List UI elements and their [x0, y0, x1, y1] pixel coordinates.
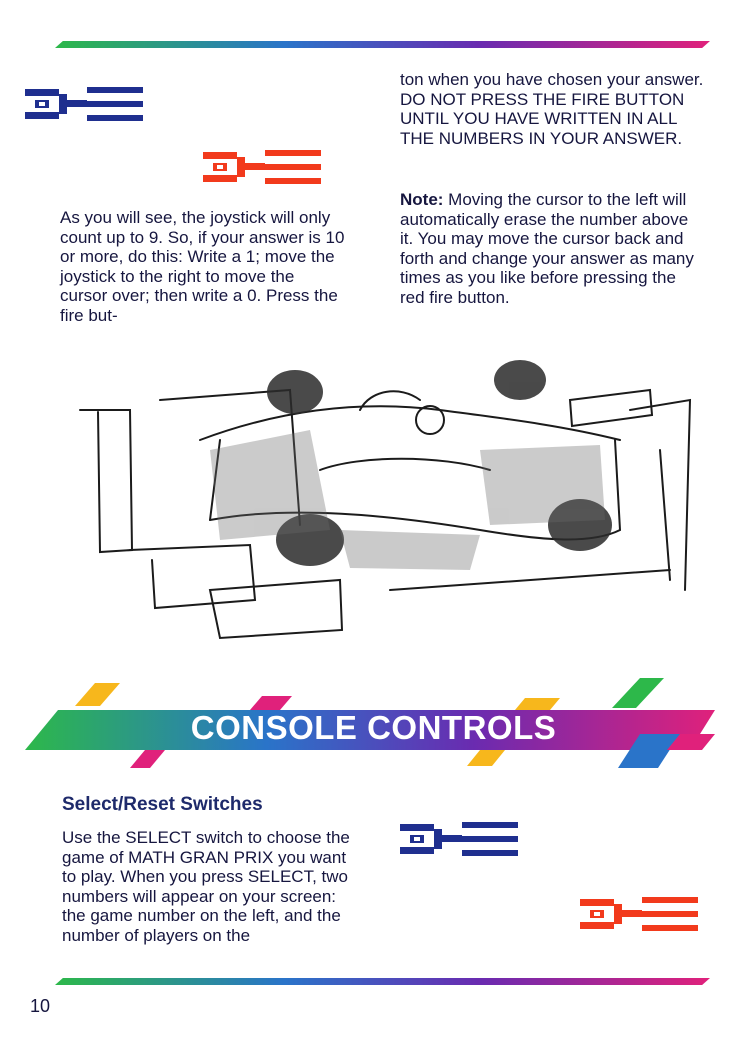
race-car-sketch-illustration [60, 330, 700, 670]
race-car-sprite-red-icon [203, 148, 321, 186]
race-car-sprite-red-icon [580, 895, 698, 933]
race-car-sprite-blue-icon [25, 85, 143, 123]
note-paragraph [400, 190, 705, 307]
bottom-divider [55, 978, 710, 985]
select-switch-paragraph: Use the SELECT switch to choose the game of MATH GRAN PRIX you want to play. When you press SELECT, two numbers will appear on your screen: the game number on the left, and the number of players on the [62, 828, 350, 945]
section-heading: Select/Reset Switches [62, 794, 263, 815]
fire-button-warning-paragraph: ton when you have chosen your answer. DO NOT PRESS THE FIRE BUTTON UNTIL YOU HAVE WRITTEN IN ALL THE NUMBERS IN YOUR ANSWER. [400, 70, 704, 148]
top-divider [55, 41, 710, 48]
race-car-sprite-blue-icon [400, 820, 518, 858]
page-number: 10 [30, 996, 51, 1016]
note-label: Note: [400, 190, 444, 209]
note-text: Moving the cursor to the left will automatically erase the number above it. You may move the cursor back and forth and change your answer as many times as you like before pressing the red fire button. [400, 190, 694, 307]
joystick-instructions-paragraph: As you will see, the joystick will only count up to 9. So, if your answer is 10 or more, do this: Write a 1; move the joystick to the right to move the cursor over; then write a 0. Press the fire but- [60, 208, 345, 325]
banner-title: CONSOLE CONTROLS [190, 709, 557, 746]
